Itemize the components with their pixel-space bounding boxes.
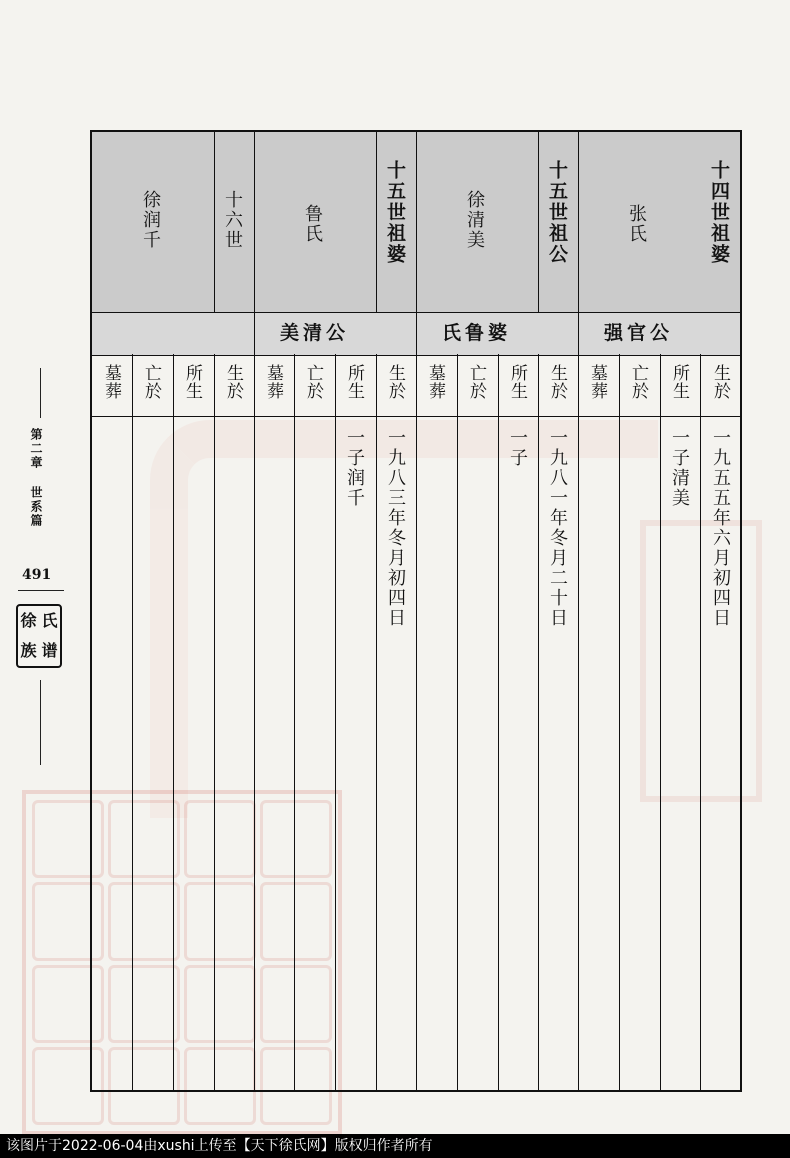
logo-char: 谱 [41,641,58,660]
label-children: 所生 [182,364,202,400]
page-number: 491 [22,567,52,583]
label-born: 生於 [223,364,243,400]
spouse-label-2: 氏鲁婆 [442,322,512,344]
label-born: 生於 [710,364,730,400]
entry-children-zhang: 一子清美 [669,428,690,508]
entry-children-lu: 一子润千 [344,428,365,508]
entry-children-xu-qingmei: 一子 [507,428,528,468]
label-born: 生於 [547,364,567,400]
label-burial: 墓葬 [263,364,283,400]
header-name-xu-runqian: 徐润千 [140,190,161,250]
margin-rule-top [40,368,41,418]
page-number-rule [18,590,64,591]
header-name-xu-qingmei: 徐清美 [464,190,485,250]
header-generation-15-husband: 十五世祖公 [546,160,568,265]
header-name-lu: 鲁氏 [302,204,323,244]
label-died: 亡於 [628,364,648,400]
label-died: 亡於 [141,364,161,400]
chapter-title: 第二章 世系篇 [29,428,43,528]
label-burial: 墓葬 [587,364,607,400]
label-children: 所生 [507,364,527,400]
spouse-label-1: 强官公 [604,322,674,344]
logo-char: 氏 [41,611,58,630]
label-burial: 墓葬 [425,364,445,400]
margin-rule-bottom [40,680,41,765]
entry-birth-lu: 一九八三年冬月初四日 [385,428,406,628]
label-died: 亡於 [303,364,323,400]
header-generation-16: 十六世 [222,190,243,250]
header-generation-14-wife: 十四世祖婆 [708,160,730,265]
logo-char: 族 [20,641,37,660]
label-burial: 墓葬 [101,364,121,400]
spouse-label-3: 美清公 [280,322,350,344]
genealogy-table [90,130,742,1092]
label-children: 所生 [344,364,364,400]
label-born: 生於 [385,364,405,400]
logo-char: 徐 [20,611,37,630]
upload-footer: 该图片于2022-06-04由xushi上传至【天下徐氏网】版权归作者所有 [0,1134,790,1158]
header-name-zhang: 张氏 [626,204,647,244]
label-died: 亡於 [466,364,486,400]
header-generation-15-wife: 十五世祖婆 [384,160,406,265]
entry-birth-xu-qingmei: 一九八一年冬月二十日 [547,428,568,628]
genealogy-logo [16,604,62,668]
label-children: 所生 [669,364,689,400]
entry-birth-zhang: 一九五五年六月初四日 [710,428,731,628]
